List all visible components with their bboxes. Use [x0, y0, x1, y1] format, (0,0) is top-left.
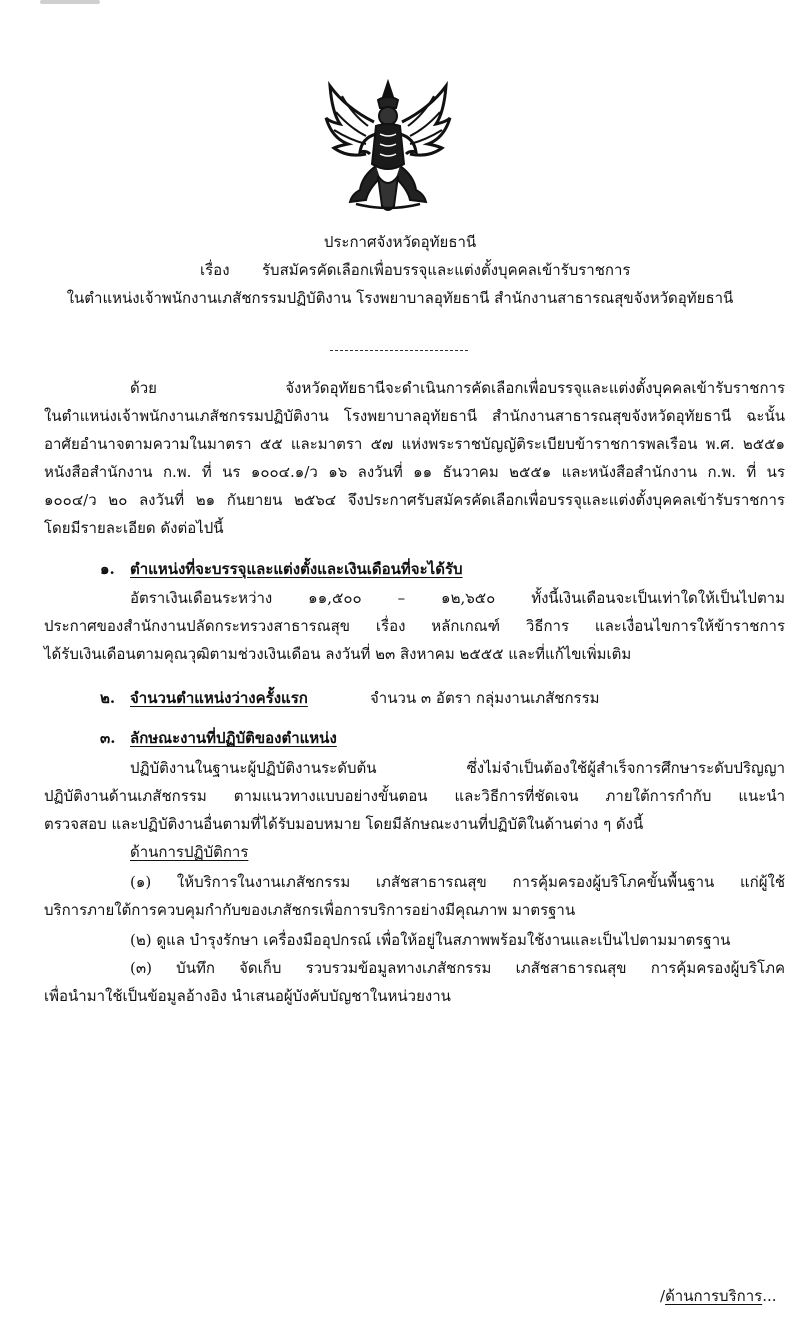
header-separator: [330, 350, 468, 351]
section-line: ประกาศของสำนักงานปลัดกระทรวงสาธารณสุข เรื่อง หลักเกณฑ์ วิธีการ และเงื่อนไขการให้ข้าราชการ: [44, 617, 785, 635]
section-heading: จำนวนตำแหน่งว่างครั้งแรก: [130, 689, 308, 707]
section-heading: ตำแหน่งที่จะบรรจุและแต่งตั้งและเงินเดือนที่จะได้รับ: [130, 560, 463, 578]
continuation-note: [660, 1286, 777, 1306]
section-number: ๑.: [100, 560, 115, 578]
intro-line: ๑๐๐๔/ว ๒๐ ลงวันที่ ๒๑ กันยายน ๒๕๖๔ จึงประกาศรับสมัครคัดเลือกเพื่อบรรจุและแต่งตั้งบุคคลเข้ารับราชการ: [44, 491, 785, 509]
section-line: อัตราเงินเดือนระหว่าง ๑๑,๕๐๐ – ๑๒,๖๕๐ ทั้งนี้เงินเดือนจะเป็นเท่าใดให้เป็นไปตาม: [130, 589, 785, 607]
list-item: บริการภายใต้การควบคุมกำกับของเภสัชกรเพื่อการบริการอย่างมีคุณภาพ มาตรฐาน: [44, 901, 576, 919]
section-number: ๒.: [100, 689, 116, 707]
section-text: จำนวน ๓ อัตรา กลุ่มงานเภสัชกรรม: [370, 689, 600, 707]
intro-line: หนังสือสำนักงาน ก.พ. ที่ นร ๑๐๐๔.๑/ว ๑๖ ลงวันที่ ๑๑ ธันวาคม ๒๕๕๑ และหนังสือสำนักงาน ก.พ. ที่ นร: [44, 463, 785, 481]
continuation-slash: /: [660, 1287, 666, 1305]
intro-line: อาศัยอำนาจตามความในมาตรา ๕๕ และมาตรา ๕๗ แห่งพระราชบัญญัติระเบียบข้าราชการพลเรือน พ.ศ. ๒๕๕๑: [44, 435, 785, 453]
subject-position: ในตำแหน่งเจ้าพนักงานเภสัชกรรมปฏิบัติงาน โรงพยาบาลอุทัยธานี สำนักงานสาธารณสุขจังหวัดอุทัยธานี: [66, 289, 734, 307]
subject-label: เรื่อง: [200, 261, 230, 279]
section-line: ปฏิบัติงานด้านเภสัชกรรม ตามแนวทางแบบอย่างขั้นตอน และวิธีการที่ชัดเจน ภายใต้การกำกับ แนะนำ: [44, 787, 785, 805]
list-item: เพื่อนำมาใช้เป็นข้อมูลอ้างอิง นำเสนอผู้บังคับบัญชาในหน่วยงาน: [44, 987, 451, 1005]
scan-mark: [40, 0, 100, 4]
garuda-emblem-icon: [322, 78, 454, 218]
announcement-title: ประกาศจังหวัดอุทัยธานี: [323, 233, 477, 251]
intro-line: โดยมีรายละเอียด ดังต่อไปนี้: [44, 519, 224, 537]
list-item: (๑) ให้บริการในงานเภสัชกรรม เภสัชสาธารณสุข การคุ้มครองผู้บริโภคขั้นพื้นฐาน แก่ผู้ใช้: [130, 873, 785, 891]
list-item: (๓) บันทึก จัดเก็บ รวบรวมข้อมูลทางเภสัชกรรม เภสัชสาธารณสุข การคุ้มครองผู้บริโภค: [130, 959, 785, 977]
continuation-dots: ...: [762, 1287, 777, 1305]
subject-text: รับสมัครคัดเลือกเพื่อบรรจุและแต่งตั้งบุคคลเข้ารับราชการ: [262, 261, 631, 279]
section-heading: ลักษณะงานที่ปฏิบัติของตำแหน่ง: [130, 729, 337, 747]
list-item: (๒) ดูแล บำรุงรักษา เครื่องมืออุปกรณ์ เพื่อให้อยู่ในสภาพพร้อมใช้งานและเป็นไปตามมาตรฐาน: [130, 931, 731, 949]
continuation-text: ด้านการบริการ: [665, 1287, 763, 1305]
section-number: ๓.: [100, 729, 116, 747]
intro-line: ด้วย จังหวัดอุทัยธานีจะดำเนินการคัดเลือกเพื่อบรรจุและแต่งตั้งบุคคลเข้ารับราชการ: [130, 379, 785, 397]
section-line: ปฏิบัติงานในฐานะผู้ปฏิบัติงานระดับต้น ซึ่งไม่จำเป็นต้องใช้ผู้สำเร็จการศึกษาระดับปริญญา: [130, 759, 785, 777]
intro-line: ในตำแหน่งเจ้าพนักงานเภสัชกรรมปฏิบัติงาน โรงพยาบาลอุทัยธานี สำนักงานสาธารณสุขจังหวัดอุทัยธานี ฉะนั้น: [44, 407, 785, 425]
subsection-heading: ด้านการปฏิบัติการ: [130, 843, 249, 861]
section-line: ตรวจสอบ และปฏิบัติงานอื่นตามที่ได้รับมอบหมาย โดยมีลักษณะงานที่ปฏิบัติในด้านต่าง ๆ ดังนี้: [44, 815, 644, 833]
section-line: ได้รับเงินเดือนตามคุณวุฒิตามช่วงเงินเดือน ลงวันที่ ๒๓ สิงหาคม ๒๕๕๕ และที่แก้ไขเพิ่มเติม: [44, 645, 632, 663]
